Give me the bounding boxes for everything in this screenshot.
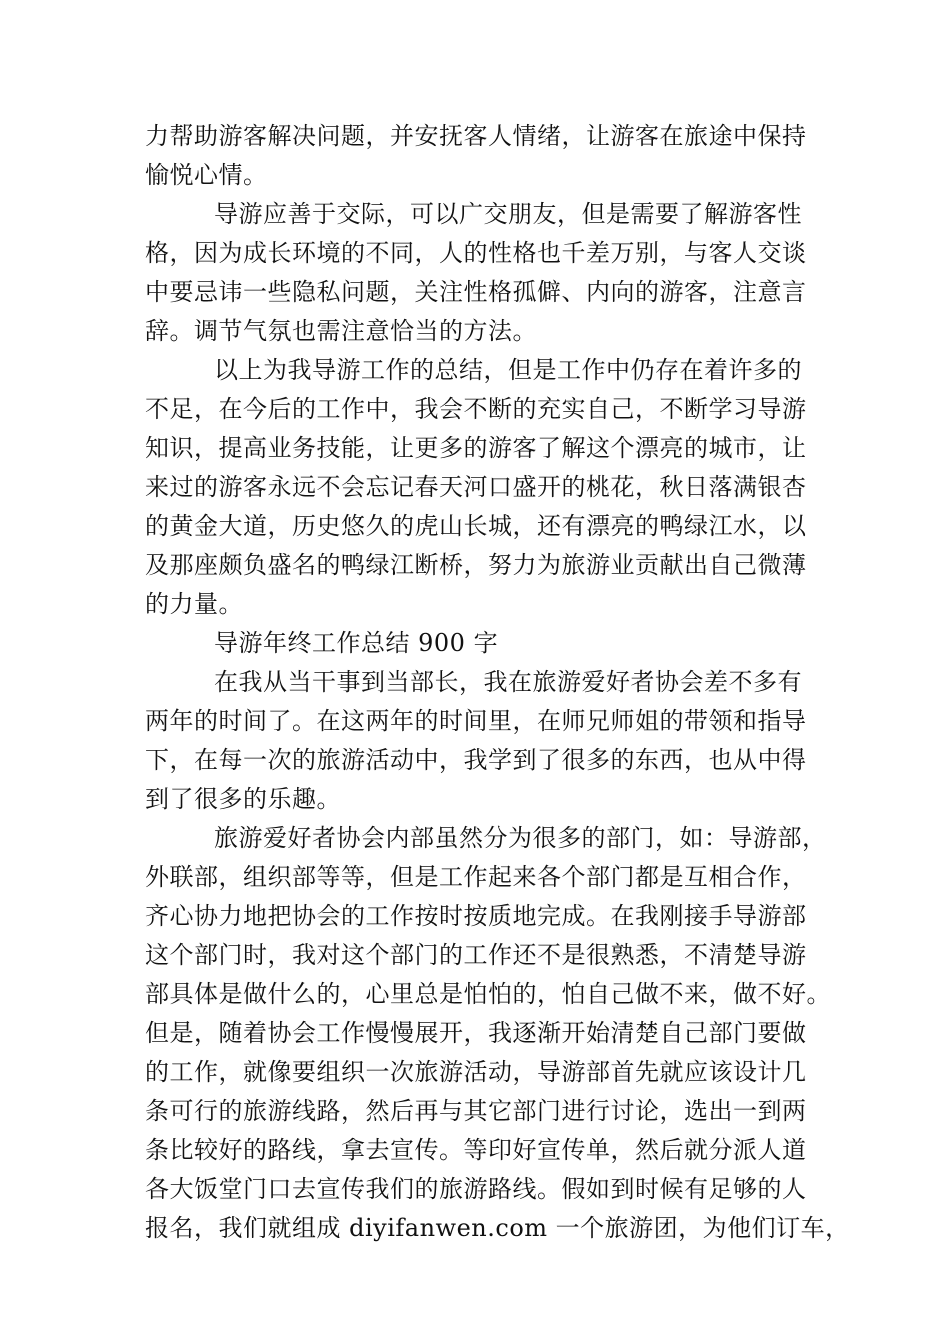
text-line: 以上为我导游工作的总结，但是工作中仍存在着许多的 — [214, 356, 802, 384]
text-line: 这个部门时，我对这个部门的工作还不是很熟悉，不清楚导游 — [145, 941, 807, 969]
text-line: 各大饭堂门口去宣传我们的旅游路线。假如到时候有足够的人 — [145, 1175, 807, 1203]
text-line: 外联部，组织部等等，但是工作起来各个部门都是互相合作， — [145, 863, 807, 891]
section-heading: 导游年终工作总结 900 字 — [214, 629, 499, 657]
text-line: 力帮助游客解决问题，并安抚客人情绪，让游客在旅途中保持 — [145, 122, 807, 150]
text-line: 愉悦心情。 — [145, 161, 268, 189]
text-line: 中要忌讳一些隐私问题，关注性格孤僻、内向的游客，注意言 — [145, 278, 807, 306]
text-line: 的黄金大道，历史悠久的虎山长城，还有漂亮的鸭绿江水，以 — [145, 512, 807, 540]
text-line: 部具体是做什么的，心里总是怕怕的，怕自己做不来，做不好。 — [145, 980, 831, 1008]
text-line: 来过的游客永远不会忘记春天河口盛开的桃花，秋日落满银杏 — [145, 473, 807, 501]
text-line: 在我从当干事到当部长，我在旅游爱好者协会差不多有 — [214, 668, 802, 696]
text-line: 旅游爱好者协会内部虽然分为很多的部门，如：导游部， — [214, 824, 827, 852]
text-line: 的力量。 — [145, 590, 243, 618]
text-line: 下，在每一次的旅游活动中，我学到了很多的东西，也从中得 — [145, 746, 807, 774]
text-line: 两年的时间了。在这两年的时间里，在师兄师姐的带领和指导 — [145, 707, 807, 735]
text-line: 到了很多的乐趣。 — [145, 785, 341, 813]
text-line: 的工作，就像要组织一次旅游活动，导游部首先就应该设计几 — [145, 1058, 807, 1086]
text-line: 格，因为成长环境的不同，人的性格也千差万别，与客人交谈 — [145, 239, 807, 267]
text-line: 及那座颇负盛名的鸭绿江断桥，努力为旅游业贡献出自己微薄 — [145, 551, 807, 579]
text-line: 报名，我们就组成 diyifanwen.com 一个旅游团，为他们订车， — [145, 1214, 850, 1242]
text-line: 辞。调节气氛也需注意恰当的方法。 — [145, 317, 537, 345]
text-line: 但是，随着协会工作慢慢展开，我逐渐开始清楚自己部门要做 — [145, 1019, 807, 1047]
text-line: 知识，提高业务技能，让更多的游客了解这个漂亮的城市，让 — [145, 434, 807, 462]
text-line: 条可行的旅游线路，然后再与其它部门进行讨论，选出一到两 — [145, 1097, 807, 1125]
text-line: 齐心协力地把协会的工作按时按质地完成。在我刚接手导游部 — [145, 902, 807, 930]
text-line: 条比较好的路线，拿去宣传。等印好宣传单，然后就分派人道 — [145, 1136, 807, 1164]
text-line: 导游应善于交际，可以广交朋友，但是需要了解游客性 — [214, 200, 802, 228]
text-line: 不足，在今后的工作中，我会不断的充实自己，不断学习导游 — [145, 395, 807, 423]
